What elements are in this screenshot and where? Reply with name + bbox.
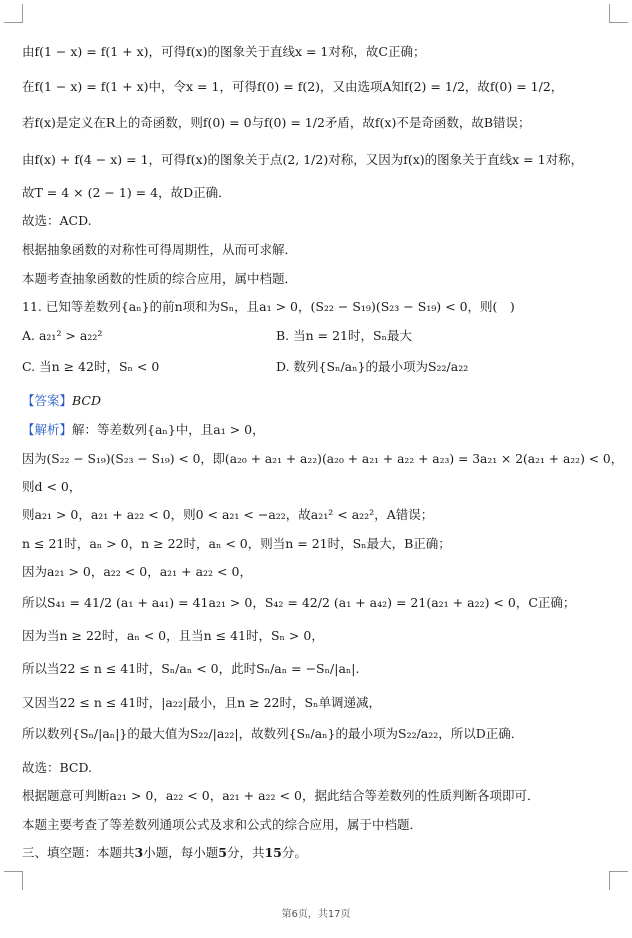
text-line: 根据题意可判断a₂₁ > 0，a₂₂ < 0，a₂₁ + a₂₂ < 0，据此结合等差数列的性质判断各项即可． [22, 788, 540, 803]
text-line: 由f(x) + f(4 − x) = 1，可得f(x)的图象关于点(2, 1/2)对称，又因为f(x)的图象关于直线x = 1对称， [22, 152, 584, 167]
option-d: D. 数列{Sₙ/aₙ}的最小项为S₂₂/a₂₂ [276, 359, 469, 374]
text-line: 本题考查抽象函数的性质的综合应用，属中档题． [22, 271, 298, 286]
text-line: 根据抽象函数的对称性可得周期性，从而可求解． [22, 242, 298, 257]
text-line: n ≤ 21时，aₙ > 0，n ≥ 22时，aₙ < 0，则当n = 21时，Sₙ最大，B正确； [22, 536, 451, 551]
text-line: 若f(x)是定义在R上的奇函数，则f(0) = 0与f(0) = 1/2矛盾，故f(x)不是奇函数，故B错误； [22, 115, 531, 130]
crop-mark-bottom-right [609, 871, 628, 890]
text-line: 因为当n ≥ 22时，aₙ < 0，且当n ≤ 41时，Sₙ > 0， [22, 628, 324, 643]
question-stem: 11. 已知等差数列{aₙ}的前n项和为Sₙ，且a₁ > 0，(S₂₂ − S₁₉)(S₂₃ − S₁₉) < 0，则( ) [22, 299, 515, 314]
option-a: A. a₂₁² > a₂₂² [22, 328, 103, 343]
crop-mark-bottom-left [4, 871, 23, 890]
option-b: B. 当n = 21时，Sₙ最大 [276, 328, 412, 343]
page-footer: 第6页，共17页 [281, 909, 351, 920]
text-line: 因为(S₂₂ − S₁₉)(S₂₃ − S₁₉) < 0，即(a₂₀ + a₂₁ + a₂₂)(a₂₀ + a₂₁ + a₂₂ + a₂₃) = 3a₂₁ × 2(a₂₁ + a₂₂) < 0， [22, 452, 623, 466]
text-line: 在f(1 − x) = f(1 + x)中，令x = 1，可得f(0) = f(2)，又由选项A知f(2) = 1/2，故f(0) = 1/2， [22, 79, 564, 94]
text-line: 所以数列{Sₙ/|aₙ|}的最大值为S₂₂/|a₂₂|，故数列{Sₙ/aₙ}的最小项为S₂₂/a₂₂，所以D正确． [22, 726, 524, 741]
text-line: 又因当22 ≤ n ≤ 41时，|a₂₂|最小，且n ≥ 22时，Sₙ单调递减， [22, 695, 381, 710]
text-line: 故选：BCD. [22, 760, 93, 775]
text-line: 因为a₂₁ > 0，a₂₂ < 0，a₂₁ + a₂₂ < 0， [22, 564, 252, 579]
crop-mark-top-right [609, 4, 628, 23]
text-line: 则a₂₁ > 0，a₂₁ + a₂₂ < 0，则0 < a₂₁ < −a₂₂，故a₂₁² < a₂₂²，A错误； [22, 507, 434, 522]
section-heading: 三、填空题：本题共3小题，每小题5分，共15分。 [22, 845, 307, 860]
answer-value: BCD [72, 393, 102, 408]
text-line: 本题主要考查了等差数列通项公式及求和公式的综合应用，属于中档题． [22, 817, 423, 832]
text-line: 则d < 0， [22, 479, 82, 494]
text-line: 所以当22 ≤ n ≤ 41时，Sₙ/aₙ < 0，此时Sₙ/aₙ = −Sₙ/|aₙ|. [22, 661, 360, 676]
analysis-text: 解：等差数列{aₙ}中，且a₁ > 0， [72, 422, 265, 437]
text-line: 故选：ACD. [22, 213, 92, 228]
answer-line [22, 392, 101, 410]
text-line: 由f(1 − x) = f(1 + x)，可得f(x)的图象关于直线x = 1对称，故C正确； [22, 44, 426, 59]
option-c: C. 当n ≥ 42时，Sₙ < 0 [22, 359, 160, 374]
analysis-line [22, 421, 265, 439]
text-line: 故T = 4 × (2 − 1) = 4，故D正确． [22, 185, 231, 200]
analysis-tag: 【解析】 [22, 422, 73, 437]
crop-mark-top-left [4, 4, 23, 23]
text-line: 所以S₄₁ = 41/2 (a₁ + a₄₁) = 41a₂₁ > 0，S₄₂ = 42/2 (a₁ + a₄₂) = 21(a₂₁ + a₂₂) < 0，C正确； [22, 595, 576, 610]
answer-tag: 【答案】 [22, 393, 73, 408]
